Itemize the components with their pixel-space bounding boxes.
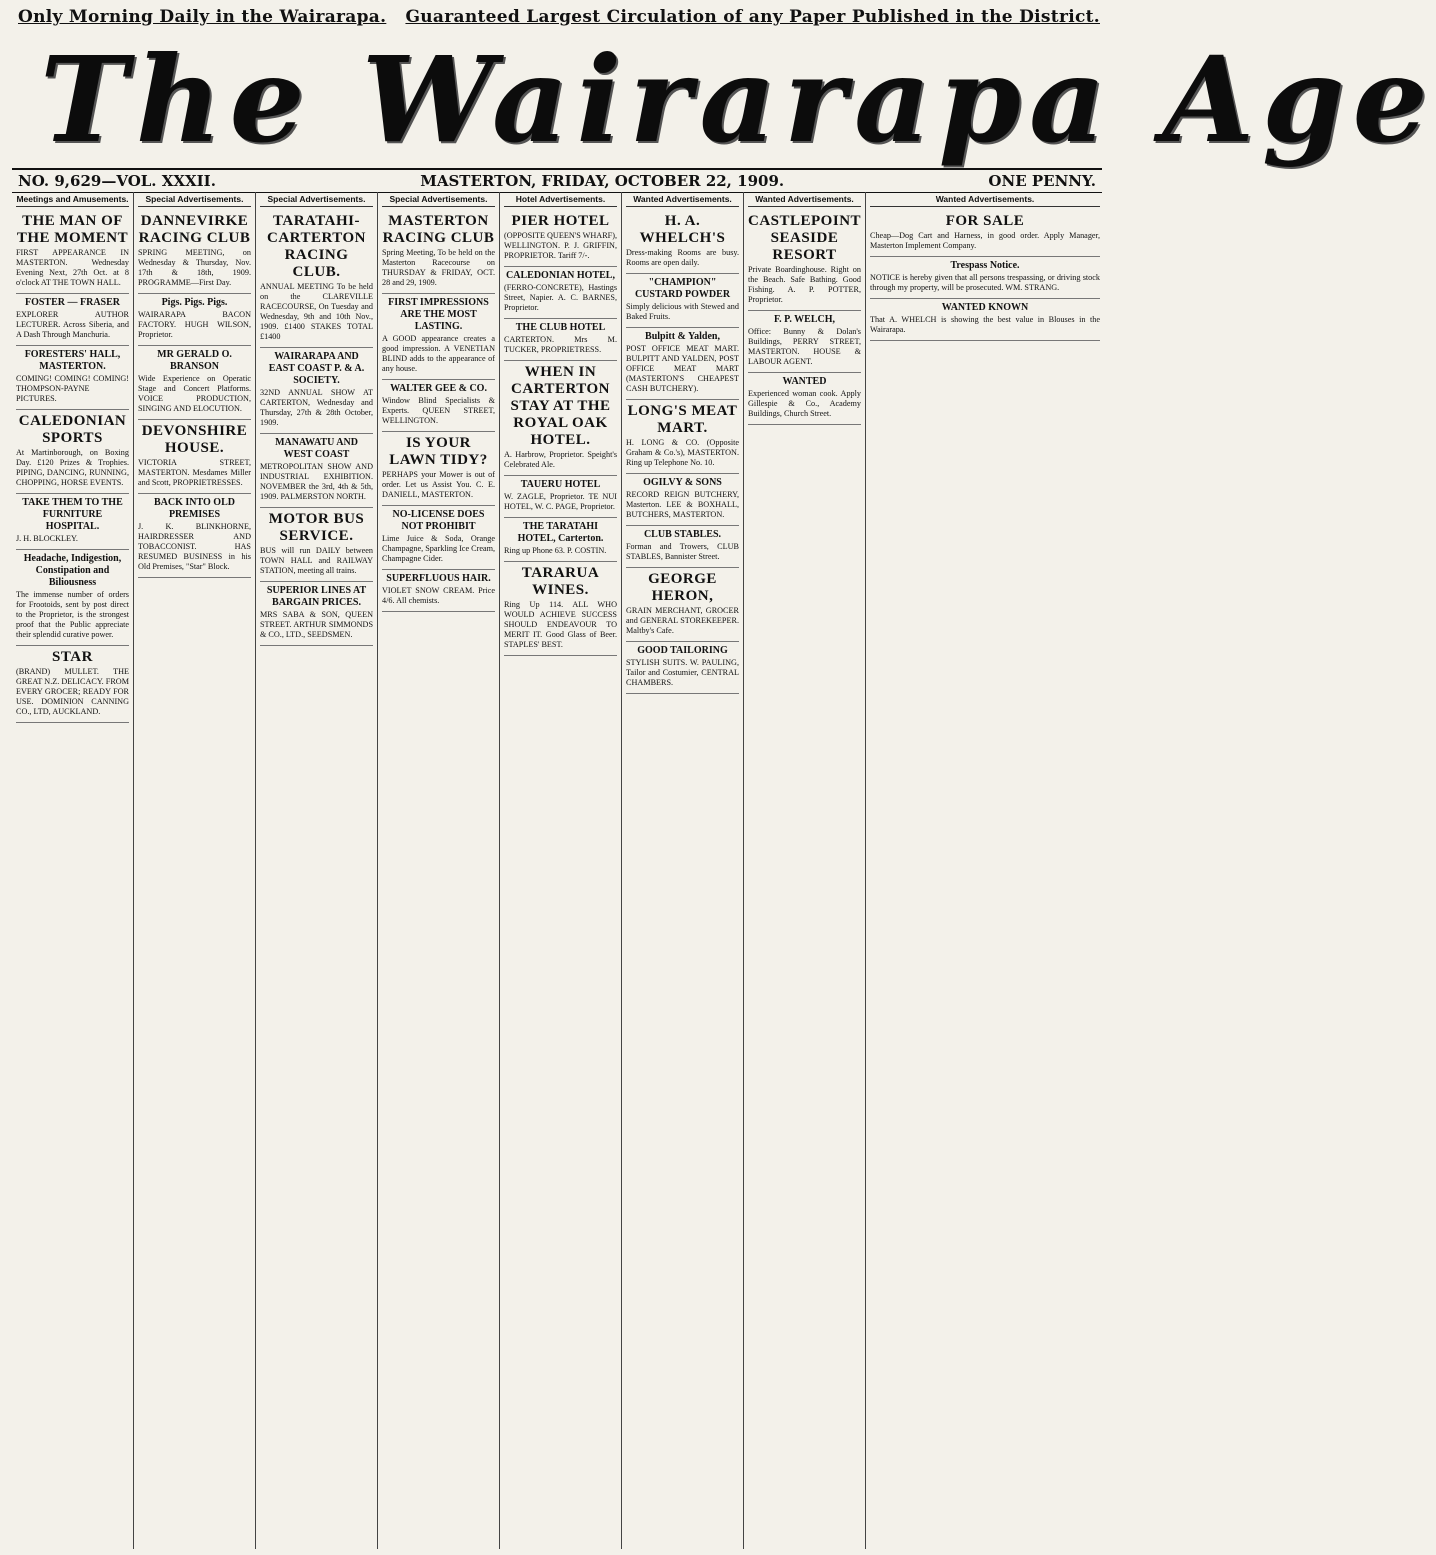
- advertisement-heading: BACK INTO OLD PREMISES: [154, 497, 235, 520]
- advertisement-body: 32ND ANNUAL SHOW AT CARTERTON, Wednesday and Thursday, 27th & 28th October, 1909.: [260, 388, 373, 427]
- advertisement-body: (BRAND) MULLET. THE GREAT N.Z. DELICACY. FROM EVERY GROCER; READY FOR USE. DOMINION CANNING CO., LTD, AUCKLAND.: [16, 667, 129, 716]
- advertisement: [870, 257, 1100, 299]
- advertisement: [504, 476, 617, 518]
- advertisement-body: BUS will run DAILY between TOWN HALL and RAILWAY STATION, meeting all trains.: [260, 546, 373, 575]
- advertisement-body: Ring Up 114. ALL WHO WOULD ACHIEVE SUCCESS SHOULD ENDEAVOUR TO MERIT IT. Good Glass of Beer. STAPLES' BEST.: [504, 600, 617, 649]
- advertisement-body: Wide Experience on Operatic Stage and Concert Platforms. VOICE PRODUCTION, SINGING AND ELOCUTION.: [138, 374, 251, 413]
- advertisement: [16, 210, 129, 294]
- columns: [12, 192, 1104, 1549]
- advertisement: [748, 311, 861, 373]
- advertisement-body: EXPLORER AUTHOR LECTURER. Across Siberia, and A Dash Through Manchuria.: [16, 310, 129, 339]
- advertisement-heading: MR GERALD O. BRANSON: [157, 349, 232, 372]
- banner: [18, 4, 1100, 30]
- advertisement-heading: PIER HOTEL: [511, 213, 610, 229]
- advertisement-body: GRAIN MERCHANT, GROCER and GENERAL STOREKEEPER. Maltby's Cafe.: [626, 606, 739, 635]
- advertisement-heading: DEVONSHIRE HOUSE.: [141, 423, 248, 456]
- advertisement: [16, 294, 129, 346]
- price: ONE PENNY.: [988, 172, 1096, 190]
- advertisement-heading: CLUB STABLES.: [643, 529, 722, 540]
- advertisement-body: SPRING MEETING, on Wednesday & Thursday, Nov. 17th & 18th, 1909. PROGRAMME—First Day.: [138, 248, 251, 287]
- column-heading: Hotel Advertisements.: [504, 194, 617, 207]
- advertisement-heading: STAR: [52, 649, 93, 665]
- advertisement: [382, 570, 495, 612]
- masthead-title: The Wairarapa Age: [40, 30, 1436, 169]
- advertisement-body: (FERRO-CONCRETE), Hastings Street, Napier. A. C. BARNES, Proprietor.: [504, 283, 617, 312]
- advertisement: [626, 474, 739, 526]
- advertisement: [626, 642, 739, 694]
- column-heading: Meetings and Amusements.: [16, 194, 129, 207]
- advertisement: [16, 410, 129, 494]
- advertisement-heading: SUPERIOR LINES AT BARGAIN PRICES.: [266, 585, 367, 608]
- advertisement-body: Forman and Trowers, CLUB STABLES, Bannister Street.: [626, 542, 739, 561]
- column-3: [256, 192, 378, 1549]
- advertisement: [16, 646, 129, 723]
- advertisement-body: METROPOLITAN SHOW AND INDUSTRIAL EXHIBITION. NOVEMBER the 3rd, 4th & 5th, 1909. PALMERSTON NORTH.: [260, 462, 373, 501]
- advertisement-body: J. H. BLOCKLEY.: [16, 534, 78, 543]
- column-heading: Wanted Advertisements.: [748, 194, 861, 207]
- banner-right: Guaranteed Largest Circulation of any Paper Published in the District.: [405, 7, 1100, 27]
- column-heading: Wanted Advertisements.: [626, 194, 739, 207]
- advertisement-heading: "CHAMPION" CUSTARD POWDER: [634, 277, 731, 300]
- advertisement-body: PERHAPS your Mower is out of order. Let us Assist You. C. E. DANIELL, MASTERTON.: [382, 470, 495, 499]
- column-7: [744, 192, 866, 1549]
- advertisement-heading: TAUERU HOTEL: [520, 479, 601, 490]
- issue-number: NO. 9,629—VOL. XXXII.: [18, 172, 216, 190]
- advertisement-body: Dress-making Rooms are busy. Rooms are open daily.: [626, 248, 739, 267]
- advertisement: [138, 346, 251, 420]
- advertisement: [138, 210, 251, 294]
- advertisement-body: W. ZAGLE, Proprietor. TE NUI HOTEL, W. C. PAGE, Proprietor.: [504, 492, 617, 511]
- advertisement-body: At Martinborough, on Boxing Day. £120 Prizes & Trophies. PIPING, DANCING, RUNNING, CHOPPING, HORSE EVENTS.: [16, 448, 129, 487]
- advertisement-body: CARTERTON. Mrs M. TUCKER, PROPRIETRESS.: [504, 335, 617, 354]
- column-1: [12, 192, 134, 1549]
- advertisement: [260, 434, 373, 508]
- advertisement: [260, 508, 373, 582]
- advertisement: [138, 494, 251, 578]
- advertisement-body: Cheap—Dog Cart and Harness, in good order. Apply Manager, Masterton Implement Company.: [870, 231, 1100, 250]
- advertisement-heading: TAKE THEM TO THE FURNITURE HOSPITAL.: [22, 497, 123, 532]
- advertisement: [504, 562, 617, 656]
- banner-left: Only Morning Daily in the Wairarapa.: [18, 7, 387, 27]
- column-4: [378, 192, 500, 1549]
- advertisement-body: FIRST APPEARANCE IN MASTERTON. Wednesday Evening Next, 27th Oct. at 8 o'clock AT THE TOWN HALL.: [16, 248, 129, 287]
- advertisement: [260, 348, 373, 434]
- advertisement-heading: OGILVY & SONS: [643, 477, 722, 488]
- advertisement-heading: Pigs. Pigs. Pigs.: [161, 297, 228, 308]
- advertisement-heading: TARARUA WINES.: [521, 565, 600, 598]
- advertisement-heading: MASTERTON RACING CLUB: [382, 213, 495, 246]
- advertisement-body: Experienced woman cook. Apply Gillespie & Co., Academy Buildings, Church Street.: [748, 389, 861, 418]
- advertisement-heading: F. P. WELCH,: [773, 314, 836, 325]
- advertisement-heading: H. A. WHELCH'S: [639, 213, 726, 246]
- advertisement-body: VIOLET SNOW CREAM. Price 4/6. All chemists.: [382, 586, 495, 605]
- advertisement: [626, 274, 739, 328]
- advertisement-body: Private Boardinghouse. Right on the Beach. Safe Bathing. Good Fishing. A. P. POTTER, Proprietor.: [748, 265, 861, 304]
- advertisement: [504, 361, 617, 476]
- advertisement-body: Spring Meeting, To be held on the Masterton Racecourse on THURSDAY & FRIDAY, OCT. 28 and 29, 1909.: [382, 248, 495, 287]
- column-heading: Special Advertisements.: [382, 194, 495, 207]
- column-heading: Special Advertisements.: [138, 194, 251, 207]
- advertisement-heading: FIRST IMPRESSIONS ARE THE MOST LASTING.: [388, 297, 489, 332]
- advertisement-body: COMING! COMING! COMING! THOMPSON-PAYNE PICTURES.: [16, 374, 129, 403]
- advertisement: [138, 420, 251, 494]
- advertisement: [626, 210, 739, 274]
- advertisement: [626, 400, 739, 474]
- advertisement-heading: MOTOR BUS SERVICE.: [268, 511, 365, 544]
- advertisement-body: MRS SABA & SON, QUEEN STREET. ARTHUR SIMMONDS & CO., LTD., SEEDSMEN.: [260, 610, 373, 639]
- advertisement-heading: WANTED KNOWN: [941, 302, 1029, 313]
- advertisement-body: VICTORIA STREET, MASTERTON. Mesdames Miller and Scott, PROPRIETRESSES.: [138, 458, 251, 487]
- advertisement-body: RECORD REIGN BUTCHERY, Masterton. LEE & BOXHALL, BUTCHERS, MASTERTON.: [626, 490, 739, 519]
- advertisement-body: (OPPOSITE QUEEN'S WHARF), WELLINGTON. P. J. GRIFFIN, PROPRIETOR. Tariff 7/-.: [504, 231, 617, 260]
- advertisement: [504, 267, 617, 319]
- advertisement: [626, 526, 739, 568]
- advertisement-body: That A. WHELCH is showing the best value in Blouses in the Wairarapa.: [870, 315, 1100, 334]
- advertisement-heading: MANAWATU AND WEST COAST: [275, 437, 358, 460]
- advertisement: [504, 210, 617, 267]
- advertisement-body: Ring up Phone 63. P. COSTIN.: [504, 546, 607, 555]
- advertisement-body: ANNUAL MEETING To be held on the CLAREVILLE RACECOURSE, On Tuesday and Wednesday, 9th and 10th Nov., 1909. £1400 STAKES TOTAL £1400: [260, 282, 373, 341]
- advertisement: [16, 550, 129, 646]
- advertisement: [16, 346, 129, 410]
- column-5: [500, 192, 622, 1549]
- advertisement: [748, 373, 861, 425]
- advertisement-body: POST OFFICE MEAT MART. BULPITT AND YALDEN, POST OFFICE MEAT MART (MASTERTON'S CHEAPEST CASH BUTCHERY).: [626, 344, 739, 393]
- advertisement-heading: LONG'S MEAT MART.: [627, 403, 738, 436]
- advertisement: [382, 432, 495, 506]
- column-heading: Special Advertisements.: [260, 194, 373, 207]
- advertisement-heading: WAIRARAPA AND EAST COAST P. & A. SOCIETY.: [268, 351, 365, 386]
- advertisement: [870, 210, 1100, 257]
- advertisement-heading: DANNEVIRKE RACING CLUB: [138, 213, 251, 246]
- advertisement-body: STYLISH SUITS. W. PAULING, Tailor and Costumier, CENTRAL CHAMBERS.: [626, 658, 739, 687]
- advertisement-heading: Headache, Indigestion, Constipation and Biliousness: [23, 553, 122, 588]
- advertisement-heading: WHEN IN CARTERTON STAY AT THE ROYAL OAK HOTEL.: [510, 364, 611, 448]
- place-date: MASTERTON, FRIDAY, OCTOBER 22, 1909.: [420, 172, 785, 190]
- advertisement-body: H. LONG & CO. (Opposite Graham & Co.'s), MASTERTON. Ring up Telephone No. 10.: [626, 438, 739, 467]
- advertisement-heading: THE MAN OF THE MOMENT: [16, 213, 129, 246]
- advertisement-body: J. K. BLINKHORNE, HAIRDRESSER AND TOBACCONIST. HAS RESUMED BUSINESS in his Old Premises, "Star" Block.: [138, 522, 251, 571]
- advertisement: [138, 294, 251, 346]
- advertisement: [626, 328, 739, 400]
- advertisement: [748, 210, 861, 311]
- advertisement-heading: GOOD TAILORING: [637, 645, 728, 656]
- advertisement-heading: Trespass Notice.: [950, 260, 1020, 271]
- column-8: [866, 192, 1104, 1549]
- advertisement: [260, 210, 373, 348]
- advertisement-body: Office: Bunny & Dolan's Buildings, PERRY STREET, MASTERTON. HOUSE & LABOUR AGENT.: [748, 327, 861, 366]
- advertisement-heading: CALEDONIAN SPORTS: [18, 413, 127, 446]
- advertisement-heading: THE TARATAHI HOTEL, Carterton.: [517, 521, 604, 544]
- advertisement-body: A. Harbrow, Proprietor. Speight's Celebrated Ale.: [504, 450, 617, 469]
- advertisement-heading: WALTER GEE & CO.: [390, 383, 487, 394]
- advertisement-heading: WANTED: [782, 376, 827, 387]
- advertisement-body: NOTICE is hereby given that all persons trespassing, or driving stock through my property, will be prosecuted. WM. STRANG.: [870, 273, 1100, 292]
- advertisement: [382, 210, 495, 294]
- advertisement-heading: FOSTER — FRASER: [24, 297, 120, 308]
- column-heading: Wanted Advertisements.: [870, 194, 1100, 207]
- advertisement-heading: Bulpitt & Yalden,: [645, 331, 720, 342]
- column-6: [622, 192, 744, 1549]
- advertisement-heading: FOR SALE: [945, 213, 1025, 229]
- advertisement-heading: THE CLUB HOTEL: [515, 322, 606, 333]
- advertisement-body: A GOOD appearance creates a good impression. A VENETIAN BLIND adds to the appearance of any house.: [382, 334, 495, 373]
- advertisement: [504, 518, 617, 562]
- advertisement-heading: CASTLEPOINT SEASIDE RESORT: [748, 213, 862, 263]
- advertisement: [870, 299, 1100, 341]
- advertisement-body: Simply delicious with Stewed and Baked Fruits.: [626, 302, 739, 321]
- advertisement: [16, 494, 129, 550]
- dateline: [12, 168, 1102, 193]
- advertisement-heading: IS YOUR LAWN TIDY?: [389, 435, 488, 468]
- advertisement: [382, 506, 495, 570]
- advertisement: [626, 568, 739, 642]
- advertisement-heading: NO-LICENSE DOES NOT PROHIBIT: [392, 509, 485, 532]
- advertisement-heading: CALEDONIAN HOTEL,: [506, 270, 615, 281]
- advertisement: [260, 582, 373, 646]
- advertisement: [382, 294, 495, 380]
- advertisement-heading: SUPERFLUOUS HAIR.: [386, 573, 491, 584]
- column-2: [134, 192, 256, 1549]
- advertisement: [382, 380, 495, 432]
- advertisement-body: The immense number of orders for Frootoids, sent by post direct to the Proprietor, is the strongest proof that the Public appreciate their splendid curative power.: [16, 590, 129, 639]
- advertisement-heading: FORESTERS' HALL, MASTERTON.: [24, 349, 121, 372]
- advertisement-body: WAIRARAPA BACON FACTORY. HUGH WILSON, Proprietor.: [138, 310, 251, 339]
- advertisement-body: Window Blind Specialists & Experts. QUEEN STREET, WELLINGTON.: [382, 396, 495, 425]
- advertisement-body: Lime Juice & Soda, Orange Champagne, Sparkling Ice Cream, Champagne Cider.: [382, 534, 495, 563]
- advertisement-heading: GEORGE HERON,: [648, 571, 717, 604]
- advertisement-heading: TARATAHI-CARTERTON RACING CLUB.: [266, 213, 367, 280]
- advertisement: [504, 319, 617, 361]
